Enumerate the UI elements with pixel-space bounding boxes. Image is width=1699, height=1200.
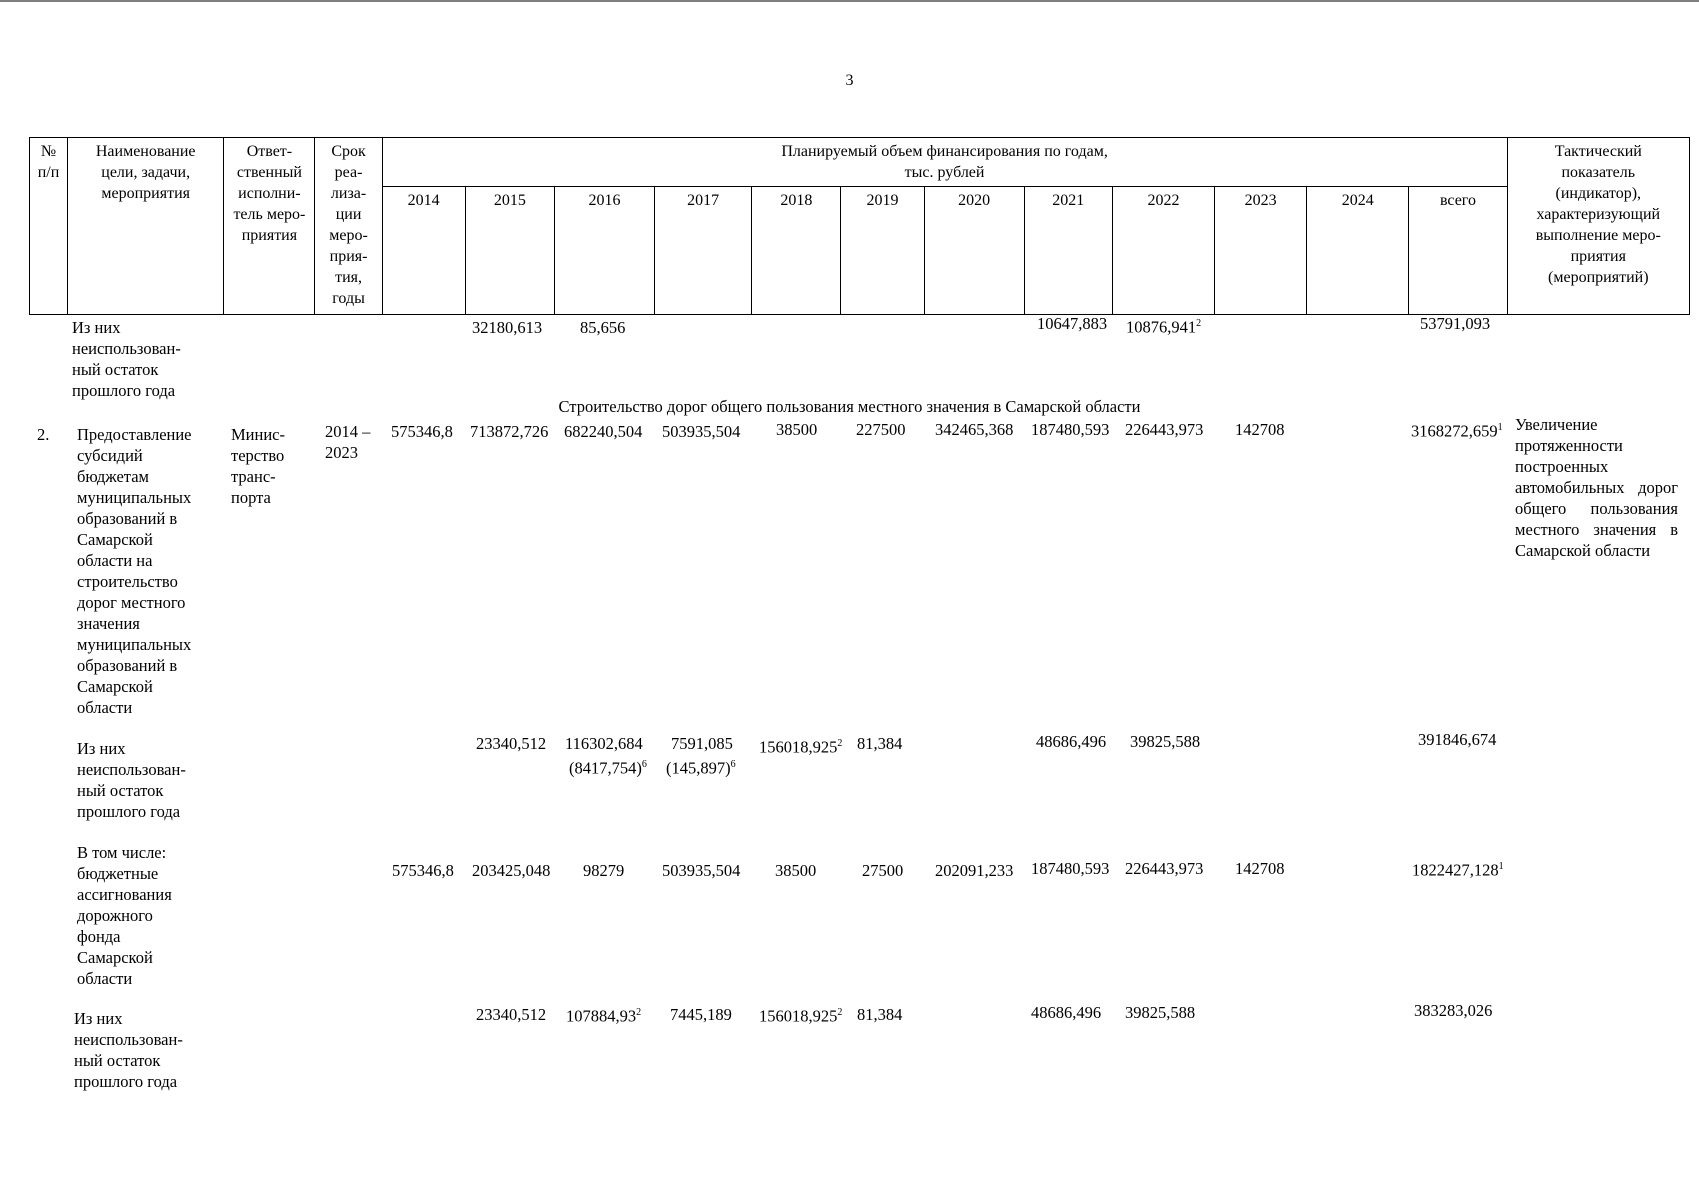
year-total: всего [1409,187,1507,315]
row4-2018: 38500 [775,861,817,880]
year-2020: 2020 [924,187,1024,315]
row2-term: 2014 – 2023 [325,422,371,462]
row2-total: 3168272,659$^1$ [1411,421,1503,441]
year-2022: 2022 [1112,187,1214,315]
year-2019: 2019 [841,187,924,315]
row2-2016: 682240,504 [564,422,643,441]
header-responsible: Ответ- ственный исполни- тель меро- приятия [224,138,315,315]
row2-indicator: Увеличение протяженности построенных автомобильных дорог общего пользования местного значения в Самарской области [1515,415,1678,560]
section-title: Строительство дорог общего пользования местного значения в Самарской области [558,397,1141,416]
row1-2016: 85,656 [580,318,626,337]
row5-2018: 156018,925$^2$ [759,1006,843,1026]
row1-total: 53791,093 [1420,314,1491,333]
row3-2022: 39825,588 [1130,732,1201,751]
year-2021: 2021 [1024,187,1112,315]
row2-2019: 227500 [856,420,906,439]
row5-2016: 107884,93$^2$ [566,1006,642,1026]
header-name: Наименование цели, задачи, мероприятия [68,138,224,315]
year-2017: 2017 [655,187,752,315]
row4-2020: 202091,233 [935,861,1014,880]
row2-2018: 38500 [776,420,818,439]
row4-2023: 142708 [1235,859,1285,878]
row4-2014: 575346,8 [392,861,454,880]
row2-number: 2. [37,425,50,444]
header-number: № п/п [30,138,68,315]
year-2016: 2016 [554,187,654,315]
row1-2022: 10876,941$^2$ [1126,317,1202,337]
row1-2015: 32180,613 [472,318,543,337]
row1-2021: 10647,883 [1037,314,1108,333]
row5-label: Из них неиспользован- ный остаток прошлого года [74,1009,183,1091]
row2-2017: 503935,504 [662,422,741,441]
row4-2019: 27500 [862,861,904,880]
row5-2017: 7445,189 [670,1005,732,1024]
year-2015: 2015 [465,187,554,315]
row2-2015: 713872,726 [470,422,549,441]
row3-2016: 116302,684 [565,734,643,753]
year-2023: 2023 [1215,187,1307,315]
row2-responsible: Минис- терство транс- порта [231,425,285,507]
header-term: Срок реа- лиза- ции меро- прия- тия, годы [315,138,382,315]
row3-2015: 23340,512 [476,734,547,753]
row4-2017: 503935,504 [662,861,741,880]
row2-2022: 226443,973 [1125,420,1204,439]
row1-label: Из них неиспользован- ный остаток прошлого года [72,318,181,400]
row3-2017: 7591,085 [671,734,733,753]
row3-label: Из них неиспользован- ный остаток прошлого года [77,739,186,821]
row5-total: 383283,026 [1414,1001,1493,1020]
row2-2020: 342465,368 [935,420,1014,439]
row4-2016: 98279 [583,861,625,880]
header-indicator: Тактический показатель (индикатор), характеризующий выполнение меро- приятия (мероприятий) [1507,138,1689,315]
year-2024: 2024 [1307,187,1409,315]
row4-total: 1822427,128$^1$ [1412,860,1504,880]
row4-2015: 203425,048 [472,861,551,880]
row5-2019: 81,384 [857,1005,903,1024]
year-2014: 2014 [382,187,465,315]
row2-2023: 142708 [1235,420,1285,439]
year-2018: 2018 [752,187,841,315]
row4-2022: 226443,973 [1125,859,1204,878]
row3-total: 391846,674 [1418,730,1497,749]
row2-2021: 187480,593 [1031,420,1110,439]
page-number: 3 [845,72,854,89]
row3-2019: 81,384 [857,734,903,753]
row5-2022: 39825,588 [1125,1003,1196,1022]
row3-2021: 48686,496 [1036,732,1107,751]
header-planned-funding: Планируемый объем финансирования по годам, тыс. рублей [382,138,1507,187]
row3-2017-note: $(145,897)^6$ [666,758,736,778]
row3-2018: 156018,925$^2$ [759,737,843,757]
row5-2021: 48686,496 [1031,1003,1102,1022]
row3-2016-note: $(8417,754)^6$ [569,758,647,778]
row4-2021: 187480,593 [1031,859,1110,878]
row2-label: Предоставление субсидий бюджетам муниципальных образований в Самарской области на строительство дорог местного значения муниципальных образований в Самарской области [77,425,192,717]
row2-2014: 575346,8 [391,422,453,441]
row5-2015: 23340,512 [476,1005,547,1024]
row4-label: В том числе: бюджетные ассигнования дорожного фонда Самарской области [77,843,172,988]
